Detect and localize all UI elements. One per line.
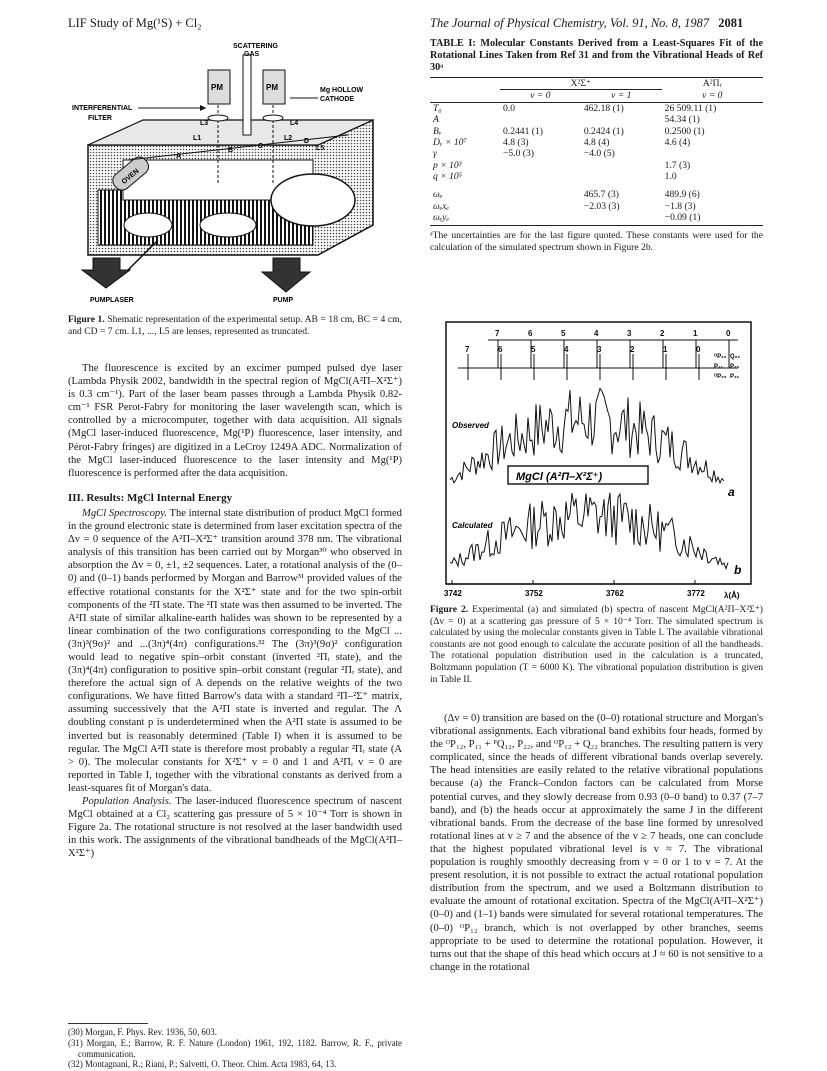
- pump-bottom-label: PUMP: [273, 297, 294, 304]
- left-body: [68, 362, 402, 860]
- figure-2-caption-text: Experimental (a) and simulated (b) spectra of nascent MgCl(A²Π–X²Σ⁺) (Δv = 0) at a scattering gas pressure of 5 × 10⁻⁴ Torr. The simulated spectrum is calculated by using the molecular constants given in Table I. The available vibrational constants are not good enough to calculate the accurate position of all the bandheads. The rotational population distribution used in the calculation is a truncated, Boltzmann population (T = 6000 K). The vibrational population distribution is given in Table II.: [430, 604, 763, 685]
- footnote-rule: [68, 1023, 148, 1024]
- row-label: ωₑyₑ: [433, 212, 450, 224]
- lens-l3-label: L3: [200, 120, 209, 127]
- row-label: ωₑ: [433, 188, 443, 200]
- table-cell: [581, 171, 662, 182]
- paragraph-transition: (Δv = 0) transition are based on the (0–0) rotational structure and Morgan's vibrational assignments. Each vibrational band exhibits four heads, formed by the ᴼP₁₂, P₁₁ + ᴾQ₁₂, P₂₂, and ᴼP₁₂ + Q₂₂ branches. The resulting pattern is very complicated, since the heads of different vibrational bands overlap severely. The head intensities are easily related to the relative vibrational populations because (a) the Franck–Condon factors can be calculated from Morse potential curves, and they slowly decrease from 0.93 (0–0 band) to 0.37 (7–7 band), and (b) the heads occur at approximately the same J in the different vibrational bands. From the decrease of the base line formed by unresolved rotational lines at v ≥ 7 and the absence of the v ≥ 7 heads, one can conclude that the highest populated vibrational level is v ≈ 7. The vibrational population is roughly smoothly decreasing from v = 0 or 1 to v = 7. At the present resolution, it is not possible to extract the actual rotational population distribution from the spectrum, and we used a Boltzmann distribution to evaluate the amount of rotational excitation. Spectra of the MgCl(A²Π–X²Σ⁺) (0–0) and (1–1) bands were simulated for several rotational temperatures. The (0–0) ᴼP₁₂ branch, which is not overlapped by other branches, seems appropriate to be used to determine the rotational population. However, it turns out that the shape of this head which occurs at J ≈ 60 is not sensitive to a change in the rotational: [430, 713, 763, 973]
- lens-l2-label: L2: [284, 135, 293, 142]
- table-1: [430, 38, 763, 254]
- x-tick-label: 3762: [606, 589, 624, 598]
- col-header-3: v = 0: [702, 89, 723, 101]
- table-cell: [500, 212, 581, 223]
- ladder-number: 5: [531, 345, 536, 354]
- ladder-number: 3: [597, 345, 602, 354]
- row-label: T₀: [433, 102, 442, 114]
- row-label: q × 10⁵: [433, 171, 462, 183]
- table-cell: 4.6 (4): [664, 137, 691, 149]
- ladder-number: 7: [495, 329, 500, 338]
- table-cell: −0.09 (1): [664, 212, 701, 224]
- branch-label: P₂₁: [730, 374, 740, 380]
- branch-label: P₁₁: [714, 364, 723, 370]
- table-row: [430, 102, 763, 114]
- table-cell: 4.8 (3): [503, 137, 529, 149]
- table-row: [430, 212, 763, 223]
- table-cell: 0.2441 (1): [503, 125, 543, 137]
- table-cell: −4.0 (5): [583, 148, 615, 160]
- ladder-number: 0: [696, 345, 701, 354]
- x-tick-label: 3742: [444, 589, 462, 598]
- molecule-box-label: MgCl (A²Π–X²Σ⁺): [516, 471, 603, 483]
- table-row: [430, 183, 763, 201]
- ladder-number: 6: [498, 345, 503, 354]
- journal-citation: The Journal of Physical Chemistry, Vol. 91, No. 8, 1987: [430, 16, 710, 30]
- lens-l5-label: L5: [316, 145, 325, 152]
- mg-hollow-label: Mg HOLLOW: [320, 87, 364, 94]
- table-row: [430, 171, 763, 182]
- panel-b-label: b: [734, 563, 742, 577]
- figure-1-caption-text: Shematic representation of the experimental setup. AB = 18 cm, BC = 4 cm, and CD = 7 cm. L1, ..., L5 are lenses, represented as truncated.: [68, 314, 402, 337]
- col-header-2: v = 1: [611, 90, 632, 102]
- row-label: p × 10³: [433, 159, 462, 171]
- row-label: Dᵥ × 10⁷: [433, 137, 467, 149]
- table-cell: 54.34 (1): [664, 114, 700, 126]
- table-row: [430, 126, 763, 137]
- table-row: [430, 137, 763, 148]
- interferential-label: INTERFERENTIAL: [72, 105, 133, 112]
- ladder-number: 4: [564, 345, 569, 354]
- table-cell: 465.7 (3): [583, 188, 619, 200]
- table-cell: [581, 212, 662, 223]
- table-1-note: ᵃThe uncertainties are for the last figure quoted. These constants were used for the calculation of the simulated spectrum shown in Figure 2b.: [430, 230, 763, 254]
- table-cell: 0.2500 (1): [664, 125, 705, 137]
- paragraph-spectroscopy: [68, 507, 402, 795]
- pm-1-label: PM: [211, 83, 223, 92]
- table-row: [430, 114, 763, 125]
- paragraph-fluorescence: The fluorescence is excited by an excimer pumped pulsed dye laser (Lambda Physik 2002, bandwidth in the spectral region of MgCl(A²Π–X²Σ⁺) is 0.3 cm⁻¹). Part of the laser beam passes through a Lambda Physik 0.82-cm⁻¹ FSR Perot-Fabry for monitoring the laser wavelength scan, which is controlled by a microcomputer, together with data acquisition. All signals (MgCl laser-induced fluorescence, Mg(¹P) fluorescence, laser intensity, and Pérot-Fabry fringes) are digitized in a LeCroy 1249A ADC. Normalization of the MgCl laser-induced fluorescence to the laser intensity and Mg(¹P) fluorescence is performed after the data acquisition.: [68, 363, 402, 479]
- branch-label: ᴼP₂₂: [714, 374, 727, 380]
- ladder-number: 7: [465, 345, 470, 354]
- table-cell: 462.18 (1): [583, 102, 624, 114]
- paragraph-population: [68, 795, 402, 860]
- lens-l1-label: L1: [193, 135, 202, 142]
- group-a-header: A²Πᵣ: [702, 78, 722, 89]
- filter-label: FILTER: [88, 115, 112, 122]
- table-cell: [500, 201, 581, 212]
- row-label: γ: [433, 148, 437, 160]
- table-cell: [662, 148, 763, 159]
- oven-label: OVEN: [120, 167, 141, 186]
- table-cell: [500, 171, 581, 182]
- running-header-left: LIF Study of Mg(¹S) + Cl₂: [68, 16, 202, 30]
- table-cell: 1.7 (3): [664, 159, 691, 171]
- pump-left-label: PUMP: [90, 297, 111, 304]
- population-text: The laser-induced fluorescence spectrum of nascent MgCl obtained at a Cl₂ scattering gas pressure of 5 × 10⁻⁴ Torr is shown in Figure 2a. The rotational structure is not resolved at the laser bandwidth used in this work. The assignments of the vibrational bandheads of the MgCl(A²Π–X²Σ⁺): [68, 796, 402, 860]
- ladder-number: 6: [528, 329, 533, 338]
- table-row: [430, 148, 763, 159]
- branch-label: ᴼP₁₂: [714, 354, 727, 360]
- calculated-label: Calculated: [452, 521, 493, 530]
- col-header-1: v = 0: [530, 90, 551, 102]
- ladder-number: 0: [726, 329, 731, 338]
- panel-a-label: a: [728, 485, 735, 499]
- ladder-number: 1: [693, 329, 698, 338]
- reference-32: (32) Montagnani, R.; Riani, P.; Salvetti, O. Theor. Chim. Acta 1983, 64, 13.: [68, 1059, 337, 1070]
- page-number: 2081: [718, 16, 744, 30]
- references: [68, 1027, 402, 1070]
- table-cell: [581, 160, 662, 171]
- scattering-label: SCATTERING: [233, 43, 278, 50]
- table-1-title: TABLE I: Molecular Constants Derived from a Least-Squares Fit of the Rotational Lines Taken from Ref 31 and from the Vibrational Heads of Ref 30ᵃ: [430, 38, 763, 73]
- point-a-label: A: [176, 153, 182, 160]
- point-c-label: C: [258, 143, 264, 150]
- row-label: Bᵥ: [433, 125, 442, 137]
- table-row: [430, 160, 763, 171]
- right-body: [430, 712, 763, 974]
- table-cell: 4.8 (4): [583, 137, 610, 149]
- reference-30: (30) Morgan, F. Phys. Rev. 1936, 50, 603.: [68, 1027, 217, 1037]
- pm-2-label: PM: [266, 83, 278, 92]
- figure-1-caption: [68, 314, 402, 337]
- population-lead: Population Analysis.: [82, 796, 172, 807]
- figure-2-caption: [430, 604, 763, 685]
- spectroscopy-text: The internal state distribution of product MgCl formed in the ground electronic state is determined from laser excitation spectra of the Δv = 0 sequence of the A²Π–X²Σ⁺ transition around 378 nm. The vibrational analysis of this transition has been carried out by Morgan³⁰ who observed in absorption the Δv = 0, ±1, ±2 sequences. Later, a rotational analysis of the (0–0) and (0–1) bands performed by Morgan and Barrow³¹ provided values of the effective rotational constants for the X²Σ⁺ state and for the two spin-orbit components of the ²Π state. The ²Π state was then assumed to be inverted. The A²Π state of similar alkaline-earth halides was shown to be represented by a linear combination of the two configurations corresponding to the MgCl ...(3π)³(9σ)² and ...(3π)⁴(4π) configurations.³² The (3π)³(9σ)² configuration would lead to negative spin–orbit constant (inverted ²Πᵢ state), and the (3π)⁴(4π) configuration to positive spin–orbit constant (regular ²Πᵣ state), and therefore the actual sign of A depends on the relative weights of the two configurations. We have fitted Barrow's data with a standard ²Π–²Σ⁺ matrix, assuming successively that the A²Π state is inverted and regular. The Λ doubling constant p is underdetermined when the A²Π state is assumed to be inverted but is reasonably determined (Table I) when it is assumed to be regular. The MgCl A²Π state is therefore most probably a regular ²Πᵣ state (A > 0). The molecular constants for X²Σ⁺ v = 0 and 1 and A²Πᵣ v = 0 are reported in Table I, together with the vibrational constants as derived from a least-squares fit of Morgan's data.: [68, 507, 402, 794]
- row-label: A: [433, 114, 439, 126]
- running-header-right: [430, 16, 760, 31]
- observed-label: Observed: [452, 421, 489, 430]
- x-tick-label: 3772: [687, 589, 705, 598]
- ladder-number: 4: [594, 329, 599, 338]
- point-d-label: D: [304, 138, 310, 145]
- ladder-number: 2: [660, 329, 665, 338]
- x-tick-label: 3752: [525, 589, 543, 598]
- branch-label: Q₂₂: [730, 354, 740, 360]
- table-cell: [500, 183, 581, 201]
- lens-l4-label: L4: [290, 120, 299, 127]
- table-cell: 26 509.11 (1): [664, 102, 717, 114]
- figure-1-caption-label: Figure 1.: [68, 314, 105, 325]
- table-1-grid: [430, 78, 763, 223]
- section-heading: III. Results: MgCl Internal Energy: [68, 491, 233, 504]
- figure-2-spectrum: [428, 318, 764, 602]
- cathode-label: CATHODE: [320, 96, 355, 103]
- ladder-number: 5: [561, 329, 566, 338]
- table-cell: −1.8 (3): [664, 200, 696, 212]
- table-cell: −5.0 (3): [503, 148, 534, 160]
- point-b-label: B: [228, 147, 234, 154]
- table-cell: [581, 114, 662, 125]
- row-label: ωₑxₑ: [433, 200, 450, 212]
- ladder-number: 3: [627, 329, 632, 338]
- table-cell: 0.2424 (1): [583, 125, 624, 137]
- branch-label: P₂₂: [730, 364, 740, 370]
- spectroscopy-lead: MgCl Spectroscopy.: [82, 507, 167, 519]
- laser-label: LASER: [110, 297, 134, 304]
- table-cell: 0.0: [503, 102, 515, 114]
- ladder-number: 2: [630, 345, 635, 354]
- table-cell: 489.9 (6): [664, 188, 700, 200]
- reference-31: (31) Morgan, E.; Barrow, R. F. Nature (London) 1961, 192, 1182. Barrow, R. F., private communication.: [68, 1037, 402, 1059]
- table-row: [430, 201, 763, 212]
- ladder-number: 1: [663, 345, 668, 354]
- figure-2-caption-label: Figure 2.: [430, 604, 469, 615]
- axis-unit-label: λ(Å): [724, 591, 740, 600]
- table-cell: −2.03 (3): [583, 200, 620, 212]
- figure-1-schematic: [68, 40, 402, 310]
- table-cell: [500, 160, 581, 171]
- gas-label: GAS: [244, 51, 260, 58]
- group-x-header: X²Σ⁺: [500, 78, 662, 90]
- table-cell: [500, 114, 581, 125]
- table-cell: 1.0: [664, 171, 677, 183]
